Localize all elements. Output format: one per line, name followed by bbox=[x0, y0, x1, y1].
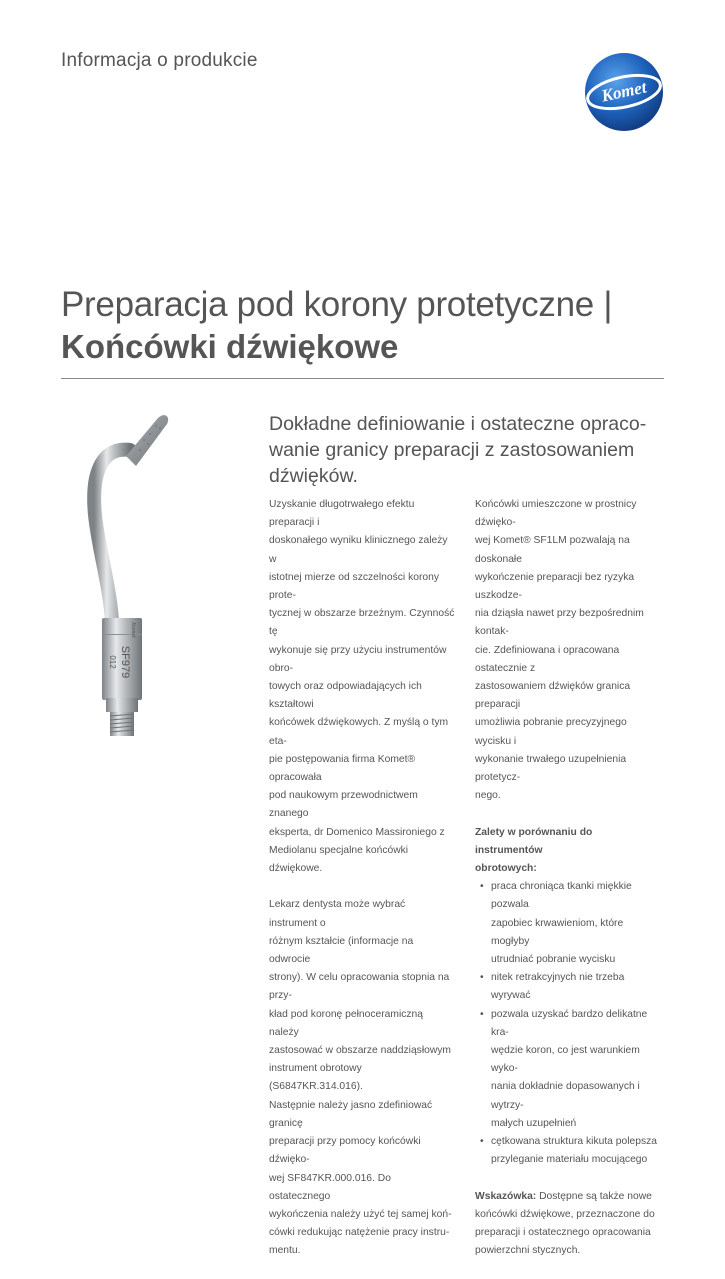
right-column bbox=[475, 496, 661, 1279]
right-paragraph-1: Końcówki umieszczone w prostnicy dźwięko- wej Komet® SF1LM pozwalają na doskonałe wykończenie preparacji bez ryzyka uszkodze- nia dziąsła nawet przy bezpośrednim kontak- cie. Zdefiniowana i opracowana ostatecznie z zastosowaniem dźwięków granica preparacji umożliwia pobranie precyzyjnego wycisku i wykonanie trwałego uzupełnienia protetycz- nego. bbox=[475, 499, 644, 802]
list-item: • praca chroniąca tkanki miękkie pozwala zapobiec krwawieniom, które mogłyby utrudniać pobranie wycisku bbox=[475, 878, 661, 969]
engraving-size: 012 bbox=[108, 655, 117, 669]
subheading: Dokładne definiowanie i ostateczne opraco- wanie granicy preparacji z zastosowaniem dźwięków. bbox=[269, 413, 647, 487]
list-item: • pozwala uzyskać bardzo delikatne kra- wędzie koron, co jest warunkiem wyko- nania dokładnie dopasowanych i wytrzy- małych uzupełnień bbox=[475, 1006, 661, 1133]
list-item: • cętkowana struktura kikuta polepsza przyleganie materiału mocującego bbox=[475, 1133, 661, 1169]
header-label: Informacja o produkcie bbox=[61, 50, 258, 71]
left-column bbox=[269, 496, 455, 1279]
title-divider bbox=[61, 378, 664, 379]
page-title bbox=[61, 284, 664, 368]
note-text: Dostępne są także nowe końcówki dźwiękowe, przeznaczone do preparacji i ostatecznego opracowania powierzchni stycznych. bbox=[475, 1190, 655, 1257]
title-line-2: Końcówki dźwiękowe bbox=[61, 328, 399, 365]
logo-text: Komet bbox=[599, 77, 649, 106]
note bbox=[475, 1188, 661, 1261]
komet-logo bbox=[584, 52, 664, 132]
left-paragraph-1: Uzyskanie długotrwałego efektu preparacji i doskonałego wyniku klinicznego zależy w istotnej mierze od szczelności korony prote- tycznej w obszarze brzeżnym. Czynność tę wykonuje się przy użyciu instrumentów obro- towych oraz odpowiadających ich kształtowi końcówek dźwiękowych. Z myślą o tym eta- pie postępowania firma Komet® opracowała pod naukowym przewodnictwem znanego eksperta, dr Domenico Massironiego z Mediolanu specjalne końcówki dźwiękowe. bbox=[269, 499, 455, 875]
engraving-logo: Komet bbox=[130, 622, 136, 638]
title-line-1: Preparacja pod korony protetyczne | bbox=[61, 285, 613, 324]
list-item: • nitek retrakcyjnych nie trzeba wyrywać bbox=[475, 969, 661, 1005]
sonic-tip-image bbox=[78, 408, 178, 738]
left-paragraph-2: Lekarz dentysta może wybrać instrument o różnym kształcie (informacje na odwrocie strony). W celu opracowania stopnia na przy- kład pod koronę pełnoceramiczną należy zastosować w obszarze naddziąsłowym instrument obrotowy (S6847KR.314.016). Następnie należy jasno zdefiniować granicę preparacji przy pomocy końcówki dźwięko- wej SF847KR.000.016. Do ostatecznego wykończenia należy użyć tej samej koń- cówki redukując natężenie pracy instru- mentu. bbox=[269, 899, 452, 1257]
engraving-main: SF979 bbox=[119, 645, 131, 679]
advantages-heading: Zalety w porównaniu do instrumentów obrotowych: bbox=[475, 826, 593, 875]
note-label: Wskazówka: bbox=[475, 1190, 537, 1202]
